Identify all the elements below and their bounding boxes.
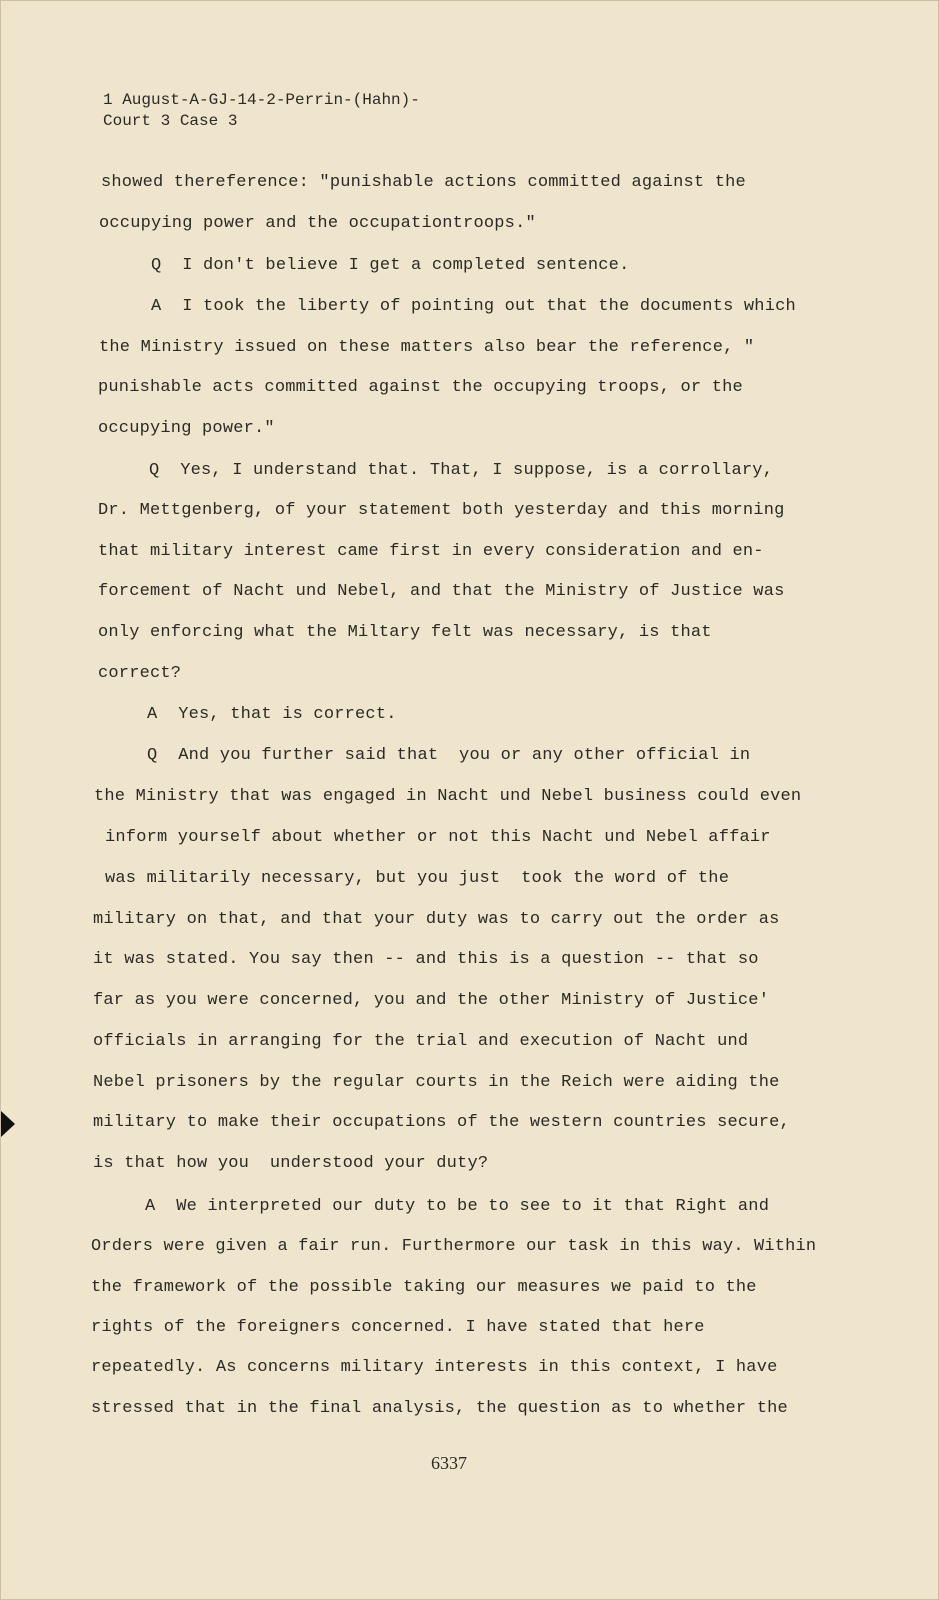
text-line: A Yes, that is correct. [147,705,397,724]
text-line: Nebel prisoners by the regular courts in the Reich were aiding the [93,1073,780,1092]
text-line: repeatedly. As concerns military interests in this context, I have [91,1358,778,1377]
text-line: showed thereference: "punishable actions committed against the [101,173,746,192]
text-line: that military interest came first in every consideration and en- [98,542,764,561]
text-line: far as you were concerned, you and the other Ministry of Justice' [93,991,770,1010]
binding-tab-mark [1,1111,15,1137]
text-line: Q I don't believe I get a completed sentence. [151,256,630,275]
text-line: Q Yes, I understand that. That, I suppose, is a corrollary, [149,461,774,480]
text-line: Orders were given a fair run. Furthermore our task in this way. Within [91,1237,817,1256]
text-line: only enforcing what the Miltary felt was necessary, is that [98,623,712,642]
page-number: 6337 [431,1453,467,1473]
text-line: inform yourself about whether or not this Nacht und Nebel affair [105,828,771,847]
text-line: military to make their occupations of the western countries secure, [93,1113,790,1132]
document-header [103,90,420,132]
text-line: Dr. Mettgenberg, of your statement both yesterday and this morning [98,501,785,520]
text-line: rights of the foreigners concerned. I have stated that here [91,1318,705,1337]
text-line: was militarily necessary, but you just took the word of the [105,869,730,888]
text-line: stressed that in the final analysis, the question as to whether the [91,1399,788,1418]
text-line: forcement of Nacht und Nebel, and that the Ministry of Justice was [98,582,785,601]
text-line: A I took the liberty of pointing out that the documents which [151,297,796,316]
text-line: is that how you understood your duty? [93,1154,489,1173]
header-line-1: 1 August-A-GJ-14-2-Perrin-(Hahn)- [103,91,420,109]
text-line: officials in arranging for the trial and execution of Nacht und [93,1032,749,1051]
text-line: occupying power." [98,419,275,438]
header-line-2: Court 3 Case 3 [103,112,238,130]
text-line: A We interpreted our duty to be to see to it that Right and [145,1197,770,1216]
text-line: military on that, and that your duty was to carry out the order as [93,910,780,929]
text-line: punishable acts committed against the occupying troops, or the [98,378,743,397]
text-line: the framework of the possible taking our measures we paid to the [91,1278,757,1297]
text-line: the Ministry issued on these matters also bear the reference, " [99,338,755,357]
text-line: it was stated. You say then -- and this is a question -- that so [93,950,759,969]
text-line: correct? [98,664,182,683]
text-line: occupying power and the occupationtroops." [99,214,536,233]
text-line: Q And you further said that you or any other official in [147,746,751,765]
text-line: the Ministry that was engaged in Nacht und Nebel business could even [94,787,802,806]
